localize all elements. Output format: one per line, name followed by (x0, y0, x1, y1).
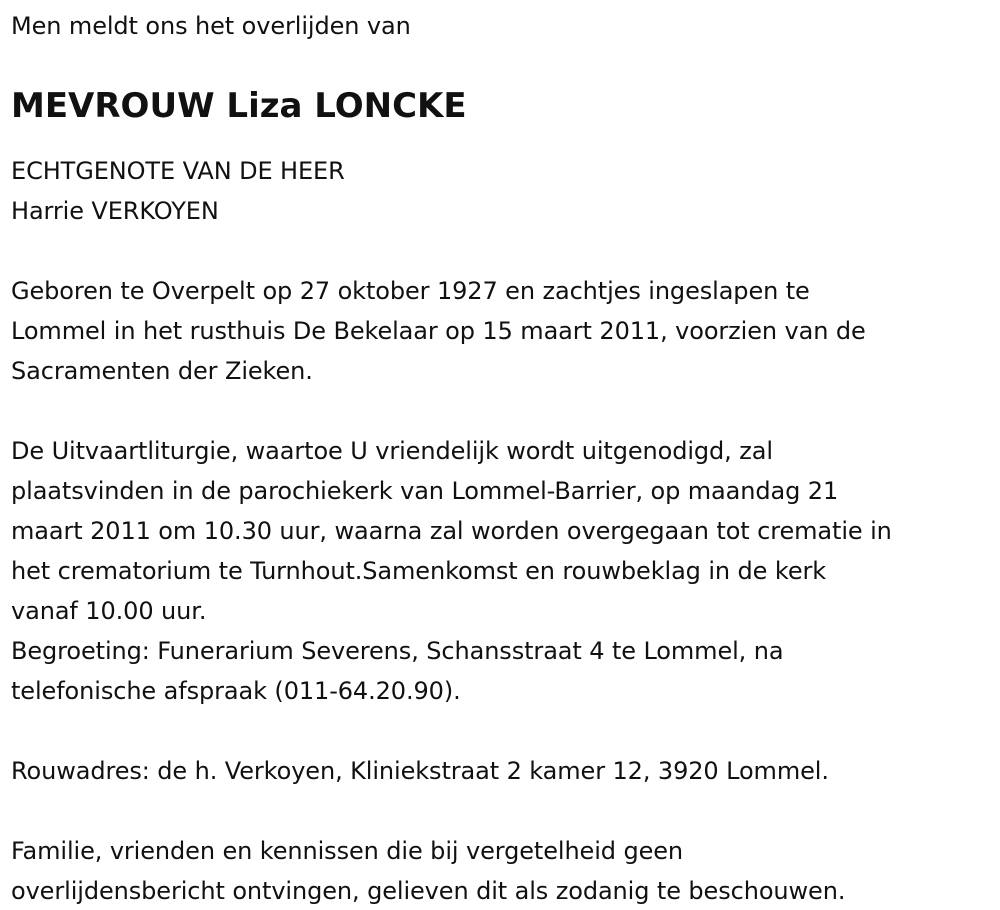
spacer (11, 791, 989, 831)
paragraph-line: overlijdensbericht ontvingen, gelieven dit als zodanig te beschouwen. (11, 876, 846, 905)
paragraph-line: vanaf 10.00 uur. (11, 596, 207, 625)
greeting-paragraph (11, 631, 989, 711)
spacer (11, 711, 989, 751)
birth-paragraph (11, 271, 989, 391)
paragraph-line: Familie, vrienden en kennissen die bij vergetelheid geen (11, 836, 684, 865)
paragraph-line: De Uitvaartliturgie, waartoe U vriendelijk wordt uitgenodigd, zal (11, 436, 773, 465)
paragraph-line: Begroeting: Funerarium Severens, Schansstraat 4 te Lommel, na (11, 636, 784, 665)
paragraph-line: Rouwadres: de h. Verkoyen, Kliniekstraat 2 kamer 12, 3920 Lommel. (11, 756, 829, 785)
spacer (11, 231, 989, 271)
spacer (11, 391, 989, 431)
address-paragraph (11, 751, 989, 791)
spouse-name: Harrie VERKOYEN (11, 196, 219, 225)
closing-paragraph (11, 831, 989, 910)
paragraph-line: Sacramenten der Zieken. (11, 356, 313, 385)
paragraph-line: maart 2011 om 10.30 uur, waarna zal worden overgegaan tot crematie in (11, 516, 892, 545)
intro-text: Men meldt ons het overlijden van (11, 12, 411, 40)
paragraph-line: Lommel in het rusthuis De Bekelaar op 15 maart 2011, voorzien van de (11, 316, 866, 345)
paragraph-line: plaatsvinden in de parochiekerk van Lommel-Barrier, op maandag 21 (11, 476, 839, 505)
funeral-paragraph (11, 431, 989, 631)
paragraph-line: het crematorium te Turnhout.Samenkomst en rouwbeklag in de kerk (11, 556, 827, 585)
relation-line-1: ECHTGENOTE VAN DE HEER (11, 156, 345, 185)
paragraph-line: telefonische afspraak (011-64.20.90). (11, 676, 461, 705)
deceased-name: MEVROUW Liza LONCKE (11, 86, 467, 126)
paragraph-line: Geboren te Overpelt op 27 oktober 1927 en zachtjes ingeslapen te (11, 276, 810, 305)
